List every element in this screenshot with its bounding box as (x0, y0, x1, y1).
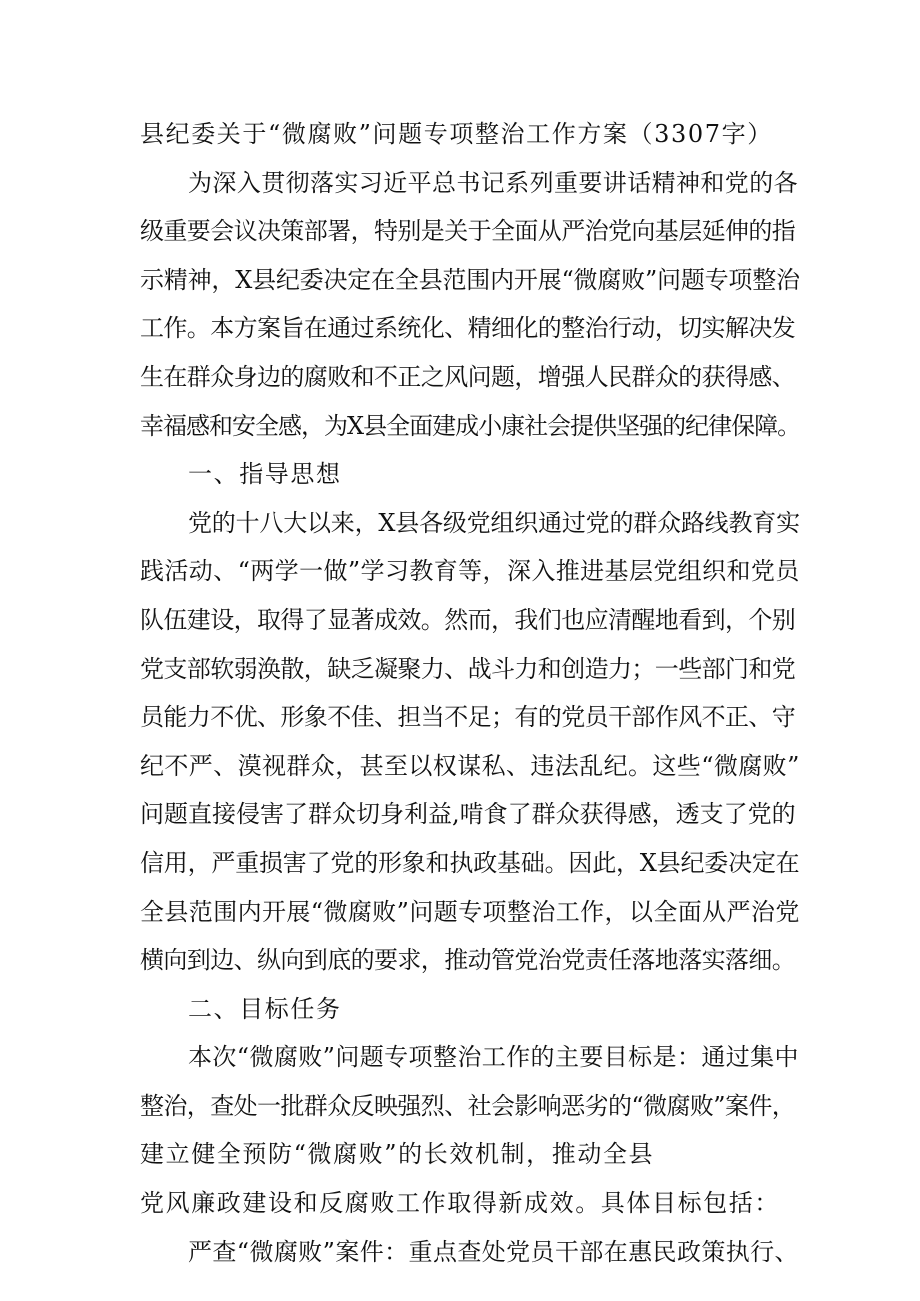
document-title: 县纪委关于“微腐败”问题专项整治工作方案（3307字） (140, 120, 773, 148)
text-line: 全县范围内开展“微腐败”问题专项整治工作，以全面从严治党 (140, 897, 800, 926)
text-line: 信用，严重损害了党的形象和执政基础。因此，X县纪委决定在 (140, 848, 800, 877)
text-line: 践活动、“两学一做”学习教育等，深入推进基层党组织和党员 (140, 557, 800, 586)
text-line: 党的十八大以来，X县各级党组织通过党的群众路线教育实 (188, 508, 800, 537)
text-line: 党风廉政建设和反腐败工作取得新成效。具体目标包括： (140, 1189, 780, 1218)
text-line: 员能力不优、形象不佳、担当不足；有的党员干部作风不正、守 (140, 703, 796, 732)
text-line: 一、指导思想 (188, 460, 342, 489)
text-line: 示精神，X县纪委决定在全县范围内开展“微腐败”问题专项整治 (140, 265, 800, 294)
text-line: 二、目标任务 (188, 994, 342, 1023)
text-line: 为深入贯彻落实习近平总书记系列重要讲话精神和党的各 (188, 168, 798, 197)
text-line: 建立健全预防“微腐败”的长效机制，推动全县 (140, 1140, 655, 1169)
text-line: 问题直接侵害了群众切身利益,啃食了群众获得感，透支了党的 (140, 800, 796, 829)
text-line: 队伍建设，取得了显著成效。然而，我们也应清醒地看到，个别 (140, 605, 796, 634)
document-body (140, 110, 800, 1276)
text-line: 党支部软弱涣散，缺乏凝聚力、战斗力和创造力；一些部门和党 (140, 654, 796, 683)
text-line: 工作。本方案旨在通过系统化、精细化的整治行动，切实解决发 (140, 314, 796, 343)
text-line: 级重要会议决策部署，特别是关于全面从严治党向基层延伸的指 (140, 217, 796, 246)
text-line: 生在群众身边的腐败和不正之风问题，增强人民群众的获得感、 (140, 362, 796, 391)
text-line: 幸福感和安全感，为X县全面建成小康社会提供坚强的纪律保障。 (140, 411, 801, 440)
text-line: 横向到边、纵向到底的要求，推动管党治党责任落地落实落细。 (140, 946, 796, 975)
text-line: 本次“微腐败”问题专项整治工作的主要目标是：通过集中 (188, 1043, 799, 1072)
text-line: 纪不严、漠视群众，甚至以权谋私、违法乱纪。这些“微腐败” (140, 751, 800, 780)
text-line: 整治，查处一批群众反映强烈、社会影响恶劣的“微腐败”案件， (140, 1091, 796, 1120)
text-line: 严查“微腐败”案件：重点查处党员干部在惠民政策执行、 (188, 1237, 799, 1266)
